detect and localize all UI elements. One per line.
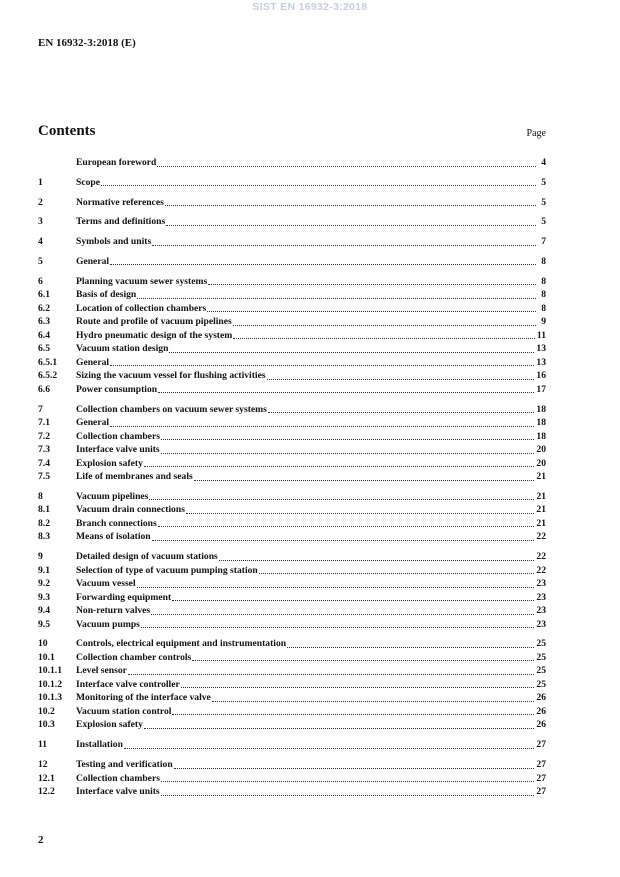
toc-entry[interactable] bbox=[38, 604, 546, 618]
toc-entry[interactable] bbox=[38, 490, 546, 504]
toc-entry[interactable] bbox=[38, 302, 546, 316]
toc-entry[interactable] bbox=[38, 591, 546, 605]
toc-page-number: 8 bbox=[541, 255, 546, 267]
toc-dot-leader bbox=[169, 352, 534, 353]
toc-section-number: 10 bbox=[38, 638, 48, 650]
toc-section-number: 12.2 bbox=[38, 786, 55, 798]
toc-section-title: Life of membranes and seals bbox=[76, 471, 193, 483]
toc-section-number: 8.2 bbox=[38, 517, 50, 529]
toc-page-number: 21 bbox=[536, 490, 546, 502]
toc-section-title: Planning vacuum sewer systems bbox=[76, 275, 208, 287]
toc-section-number: 6.5.1 bbox=[38, 356, 58, 368]
toc-section-number: 6 bbox=[38, 275, 43, 287]
toc-page-number: 23 bbox=[536, 618, 546, 630]
toc-section-title: Monitoring of the interface valve bbox=[76, 692, 211, 704]
toc-page-number: 27 bbox=[536, 759, 546, 771]
toc-section-number: 10.1.3 bbox=[38, 692, 62, 704]
contents-heading: Contents bbox=[38, 123, 96, 139]
toc-dot-leader bbox=[110, 426, 534, 427]
toc-section-title: Level sensor bbox=[76, 665, 127, 677]
toc-dot-leader bbox=[207, 311, 536, 312]
toc-page-number: 5 bbox=[541, 196, 546, 208]
toc-section-title: Collection chamber controls bbox=[76, 651, 192, 663]
toc-section-title: Interface valve units bbox=[76, 444, 160, 456]
toc-section-title: Branch connections bbox=[76, 517, 157, 529]
toc-section-number: 6.4 bbox=[38, 329, 50, 341]
toc-section-number: 7 bbox=[38, 403, 43, 415]
toc-section-title: Vacuum station control bbox=[76, 705, 172, 717]
toc-page-number: 8 bbox=[541, 289, 546, 301]
toc-section-number: 10.1.2 bbox=[38, 678, 62, 690]
toc-section-title: Testing and verification bbox=[76, 759, 173, 771]
toc-section-title: Terms and definitions bbox=[76, 216, 166, 228]
toc-page-number: 21 bbox=[536, 471, 546, 483]
toc-section-number: 6.1 bbox=[38, 289, 50, 301]
toc-dot-leader bbox=[110, 365, 534, 366]
toc-dot-leader bbox=[233, 325, 536, 326]
toc-section-number: 6.6 bbox=[38, 383, 50, 395]
toc-entry[interactable] bbox=[38, 678, 546, 692]
toc-section-title: General bbox=[76, 417, 110, 429]
toc-dot-leader bbox=[152, 245, 536, 246]
toc-page-number: 25 bbox=[536, 665, 546, 677]
toc-dot-leader bbox=[172, 714, 534, 715]
toc-section-number: 11 bbox=[38, 739, 48, 751]
toc-entry[interactable] bbox=[38, 383, 546, 397]
toc-dot-leader bbox=[161, 439, 534, 440]
toc-dot-leader bbox=[158, 392, 534, 393]
toc-section-number: 7.2 bbox=[38, 430, 50, 442]
toc-section-title: Normative references bbox=[76, 196, 164, 208]
toc-entry[interactable] bbox=[38, 215, 546, 229]
toc-entry[interactable] bbox=[38, 275, 546, 289]
toc-dot-leader bbox=[165, 205, 536, 206]
toc-section-title: Scope bbox=[76, 176, 100, 188]
toc-section-number: 8.1 bbox=[38, 504, 50, 516]
toc-section-number: 12.1 bbox=[38, 772, 55, 784]
toc-entry[interactable] bbox=[38, 430, 546, 444]
toc-section-title: Selection of type of vacuum pumping station bbox=[76, 564, 258, 576]
toc-page-number: 23 bbox=[536, 591, 546, 603]
toc-entry[interactable] bbox=[38, 403, 546, 417]
toc-dot-leader bbox=[166, 225, 536, 226]
toc-section-title: European foreword bbox=[76, 157, 157, 168]
toc-section-number: 9.4 bbox=[38, 605, 50, 617]
toc-section-number: 10.1.1 bbox=[38, 665, 62, 677]
toc-section-number: 2 bbox=[38, 196, 43, 208]
watermark: SIST EN 16932-3:2018 bbox=[252, 1, 368, 13]
toc-page-number: 27 bbox=[536, 739, 546, 751]
toc-dot-leader bbox=[137, 587, 535, 588]
toc-page-number: 18 bbox=[536, 417, 546, 429]
toc-dot-leader bbox=[110, 264, 536, 265]
toc-section-number: 4 bbox=[38, 236, 43, 248]
toc-section-title: Explosion safety bbox=[76, 457, 143, 469]
toc-entry[interactable] bbox=[38, 342, 546, 356]
toc-section-number: 8.3 bbox=[38, 531, 50, 543]
toc-entry[interactable] bbox=[38, 457, 546, 471]
toc-dot-leader bbox=[151, 614, 534, 615]
toc-page-number: 8 bbox=[541, 275, 546, 287]
toc-section-number: 6.3 bbox=[38, 316, 50, 328]
toc-section-title: General bbox=[76, 255, 110, 267]
toc-section-title: Vacuum vessel bbox=[76, 578, 136, 590]
toc-entry[interactable] bbox=[38, 416, 546, 430]
toc-dot-leader bbox=[212, 701, 535, 702]
toc-entry[interactable] bbox=[38, 564, 546, 578]
toc-entry[interactable] bbox=[38, 664, 546, 678]
toc-page-number: 5 bbox=[541, 216, 546, 228]
toc-entry[interactable] bbox=[38, 443, 546, 457]
toc-entry[interactable] bbox=[38, 288, 546, 302]
toc-entry[interactable] bbox=[38, 235, 546, 249]
toc-page-number: 11 bbox=[536, 329, 546, 341]
toc-dot-leader bbox=[268, 412, 535, 413]
toc-section-number: 3 bbox=[38, 216, 43, 228]
toc-entry[interactable] bbox=[38, 470, 546, 484]
toc-entry[interactable] bbox=[38, 705, 546, 719]
toc-dot-leader bbox=[219, 560, 535, 561]
toc-entry[interactable] bbox=[38, 503, 546, 517]
toc-section-title: Vacuum pumps bbox=[76, 618, 140, 630]
toc-section-number: 7.5 bbox=[38, 471, 50, 483]
toc-dot-leader bbox=[192, 660, 534, 661]
toc-dot-leader bbox=[174, 768, 535, 769]
toc-dot-leader bbox=[233, 338, 535, 339]
toc-dot-leader bbox=[194, 480, 535, 481]
toc-entry[interactable] bbox=[38, 618, 546, 632]
toc-section-title: Power consumption bbox=[76, 383, 158, 395]
toc-page-number: 5 bbox=[541, 176, 546, 188]
toc-section-number: 7.1 bbox=[38, 417, 50, 429]
toc-entry[interactable] bbox=[38, 329, 546, 343]
toc-section-title: Means of isolation bbox=[76, 531, 151, 543]
toc-dot-leader bbox=[208, 284, 536, 285]
toc-entry[interactable] bbox=[38, 517, 546, 531]
toc-section-number: 9 bbox=[38, 551, 43, 563]
toc-entry[interactable] bbox=[38, 758, 546, 772]
toc-page-number: 13 bbox=[536, 343, 546, 355]
toc-dot-leader bbox=[186, 513, 534, 514]
toc-dot-leader bbox=[181, 687, 535, 688]
toc-section-title: Interface valve controller bbox=[76, 678, 180, 690]
toc-dot-leader bbox=[161, 795, 535, 796]
page-column-label: Page bbox=[526, 128, 546, 139]
toc-section-title: Controls, electrical equipment and instrumentation bbox=[76, 638, 287, 650]
toc-section-number: 10.2 bbox=[38, 705, 55, 717]
toc-page-number: 26 bbox=[536, 692, 546, 704]
toc-section-number: 9.5 bbox=[38, 618, 50, 630]
toc-page-number: 13 bbox=[536, 356, 546, 368]
toc-page-number: 26 bbox=[536, 719, 546, 731]
toc-page-number: 9 bbox=[541, 316, 546, 328]
toc-section-title: Explosion safety bbox=[76, 719, 143, 731]
toc-page-number: 16 bbox=[536, 370, 546, 382]
toc-section-title: Route and profile of vacuum pipelines bbox=[76, 316, 232, 328]
toc-dot-leader bbox=[152, 540, 535, 541]
toc-section-title: Forwarding equipment bbox=[76, 591, 172, 603]
toc-entry[interactable] bbox=[38, 637, 546, 651]
toc-section-title: Collection chambers bbox=[76, 772, 160, 784]
toc-page-number: 22 bbox=[536, 531, 546, 543]
toc-section-title: Detailed design of vacuum stations bbox=[76, 551, 218, 563]
toc-section-title: Collection chambers on vacuum sewer systems bbox=[76, 403, 267, 415]
toc-section-title: Basis of design bbox=[76, 289, 137, 301]
toc-section-number: 9.3 bbox=[38, 591, 50, 603]
toc-page-number: 8 bbox=[541, 302, 546, 314]
toc-entry[interactable] bbox=[38, 718, 546, 732]
toc-dot-leader bbox=[267, 379, 535, 380]
toc-section-title: Vacuum pipelines bbox=[76, 490, 149, 502]
toc-entry[interactable] bbox=[38, 651, 546, 665]
toc-section-title: General bbox=[76, 356, 110, 368]
toc-entry[interactable] bbox=[38, 785, 546, 799]
toc-section-title: Symbols and units bbox=[76, 236, 152, 248]
toc-entry[interactable] bbox=[38, 356, 546, 370]
toc-page-number: 17 bbox=[536, 383, 546, 395]
toc-dot-leader bbox=[144, 728, 535, 729]
toc-entry[interactable] bbox=[38, 550, 546, 564]
toc-section-title: Vacuum station design bbox=[76, 343, 169, 355]
toc-section-number: 9.2 bbox=[38, 578, 50, 590]
toc-section-number: 6.5 bbox=[38, 343, 50, 355]
toc-section-number: 1 bbox=[38, 176, 43, 188]
toc-page-number: 22 bbox=[536, 551, 546, 563]
toc-page-number: 18 bbox=[536, 403, 546, 415]
toc-section-title: Installation bbox=[76, 739, 123, 751]
toc-section-title: Vacuum drain connections bbox=[76, 504, 185, 516]
toc-page-number: 20 bbox=[536, 457, 546, 469]
toc-dot-leader bbox=[101, 185, 536, 186]
toc-page-number: 27 bbox=[536, 772, 546, 784]
toc-section-title: Collection chambers bbox=[76, 430, 160, 442]
toc-section-number: 10.1 bbox=[38, 651, 55, 663]
toc-section-number: 5 bbox=[38, 255, 43, 267]
toc-page-number: 7 bbox=[541, 236, 546, 248]
toc-page-number: 25 bbox=[536, 678, 546, 690]
toc-section-title: Location of collection chambers bbox=[76, 302, 207, 314]
toc-entry[interactable] bbox=[38, 176, 546, 190]
toc-page-number: 23 bbox=[536, 605, 546, 617]
toc-section-title: Interface valve units bbox=[76, 786, 160, 798]
toc-section-number: 7.4 bbox=[38, 457, 50, 469]
toc-section-number: 7.3 bbox=[38, 444, 50, 456]
toc-page-number: 20 bbox=[536, 444, 546, 456]
toc-entry[interactable] bbox=[38, 772, 546, 786]
toc-section-number: 6.5.2 bbox=[38, 370, 58, 382]
toc-section-number: 10.3 bbox=[38, 719, 55, 731]
toc-dot-leader bbox=[124, 748, 534, 749]
toc-section-title: Hydro pneumatic design of the system bbox=[76, 329, 233, 341]
toc-dot-leader bbox=[137, 298, 536, 299]
toc-section-number: 6.2 bbox=[38, 302, 50, 314]
toc-dot-leader bbox=[144, 466, 535, 467]
toc-dot-leader bbox=[141, 627, 535, 628]
toc-page-number: 21 bbox=[536, 517, 546, 529]
toc-page-number: 18 bbox=[536, 430, 546, 442]
toc-section-number: 12 bbox=[38, 759, 48, 771]
page-number: 2 bbox=[38, 834, 44, 846]
table-of-contents bbox=[38, 156, 546, 799]
toc-page-number: 23 bbox=[536, 578, 546, 590]
toc-dot-leader bbox=[158, 526, 535, 527]
toc-entry[interactable] bbox=[38, 691, 546, 705]
toc-entry[interactable] bbox=[38, 315, 546, 329]
toc-entry[interactable] bbox=[38, 530, 546, 544]
toc-page-number: 4 bbox=[541, 157, 546, 168]
toc-entry[interactable] bbox=[38, 156, 546, 170]
toc-dot-leader bbox=[259, 573, 535, 574]
toc-dot-leader bbox=[149, 499, 534, 500]
toc-section-title: Sizing the vacuum vessel for flushing activities bbox=[76, 370, 266, 382]
toc-entry[interactable] bbox=[38, 577, 546, 591]
toc-dot-leader bbox=[161, 453, 535, 454]
toc-page-number: 25 bbox=[536, 638, 546, 650]
toc-dot-leader bbox=[161, 781, 534, 782]
toc-entry[interactable] bbox=[38, 255, 546, 269]
toc-section-number: 8 bbox=[38, 490, 43, 502]
toc-entry[interactable] bbox=[38, 738, 546, 752]
toc-section-title: Non-return valves bbox=[76, 605, 151, 617]
toc-dot-leader bbox=[128, 674, 535, 675]
toc-dot-leader bbox=[157, 166, 536, 167]
document-id: EN 16932-3:2018 (E) bbox=[38, 37, 136, 49]
toc-entry[interactable] bbox=[38, 196, 546, 210]
toc-section-number: 9.1 bbox=[38, 564, 50, 576]
toc-entry[interactable] bbox=[38, 369, 546, 383]
toc-page-number: 27 bbox=[536, 786, 546, 798]
toc-dot-leader bbox=[172, 600, 534, 601]
toc-page-number: 21 bbox=[536, 504, 546, 516]
toc-page-number: 22 bbox=[536, 564, 546, 576]
toc-page-number: 26 bbox=[536, 705, 546, 717]
toc-dot-leader bbox=[287, 647, 534, 648]
toc-page-number: 25 bbox=[536, 651, 546, 663]
